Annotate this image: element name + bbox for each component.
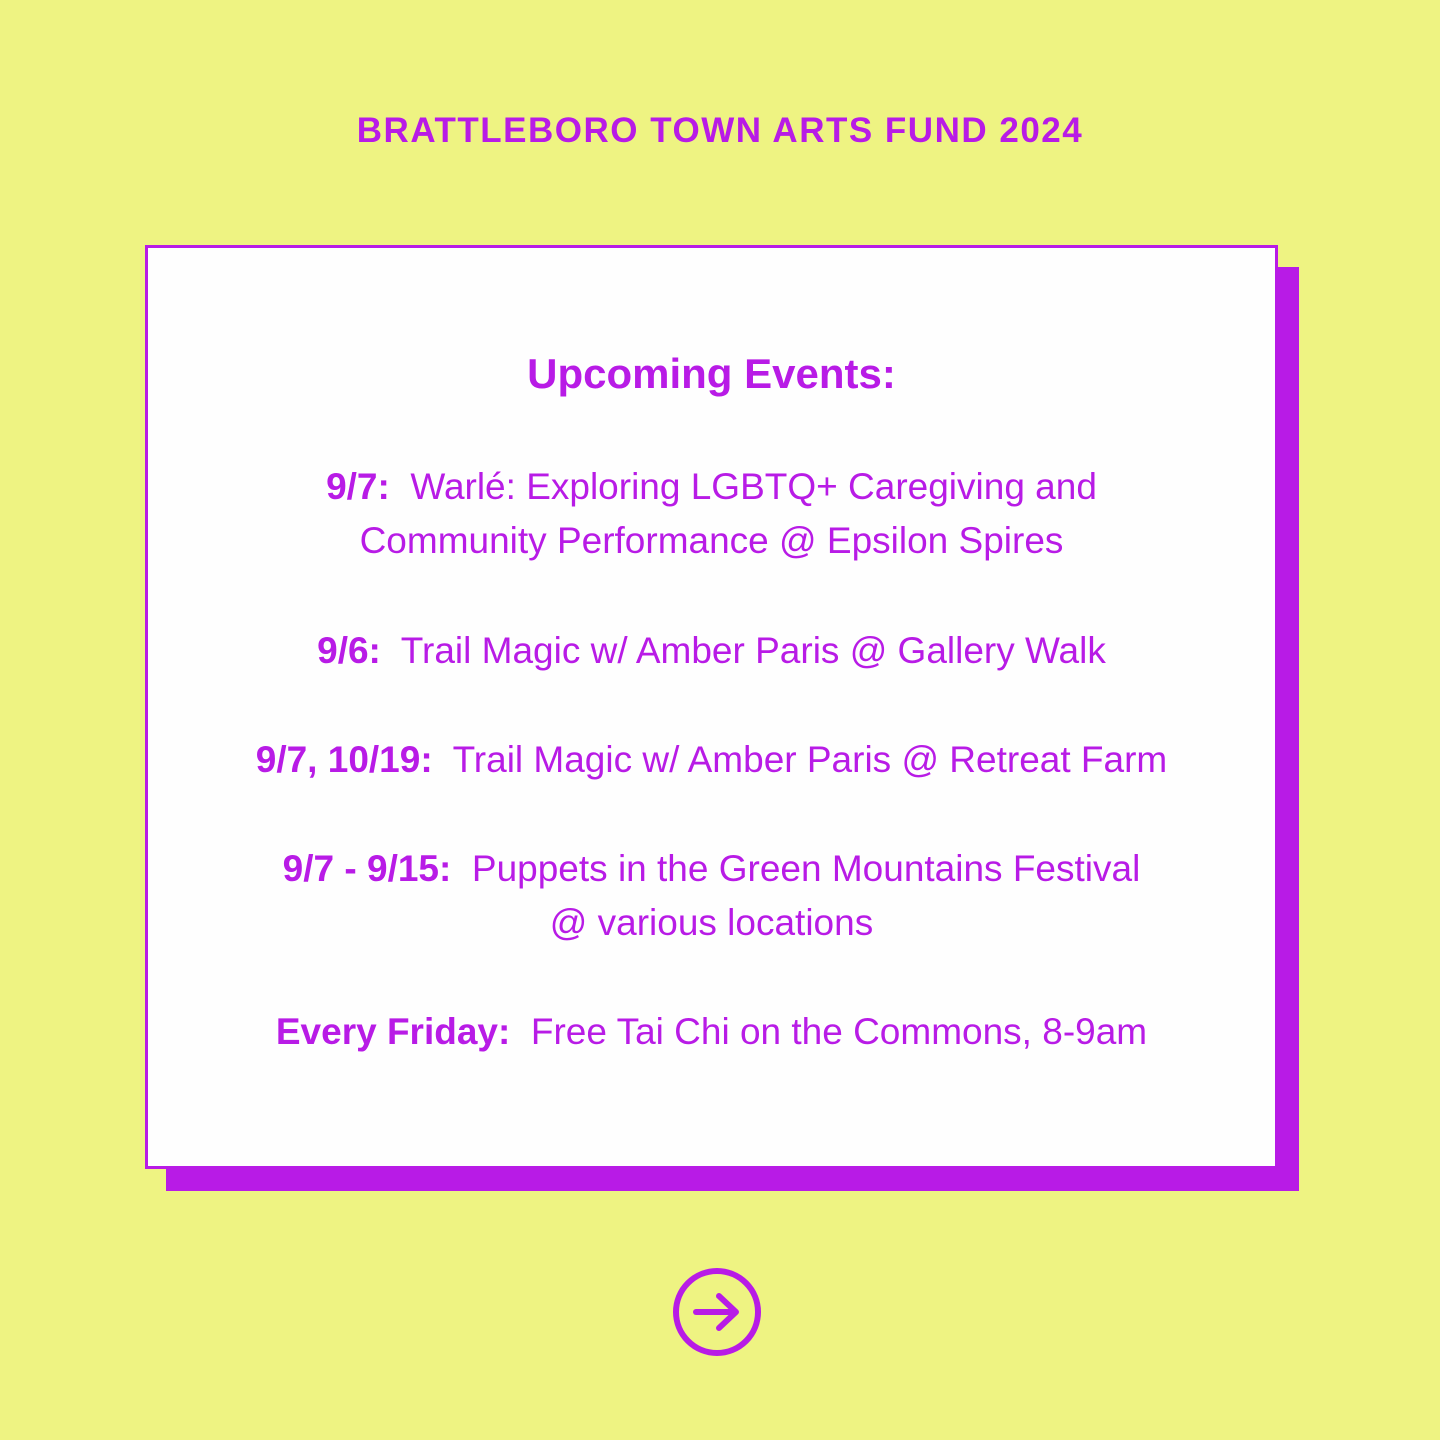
event-item (145, 1005, 1278, 1059)
event-description: Puppets in the Green Mountains Festival (471, 848, 1141, 889)
event-date: 9/6: (317, 630, 381, 671)
event-item (145, 733, 1278, 787)
event-description: Trail Magic w/ Amber Paris @ Retreat Farm (452, 739, 1168, 780)
event-description: Warlé: Exploring LGBTQ+ Caregiving and (410, 466, 1097, 507)
event-description: Trail Magic w/ Amber Paris @ Gallery Walk (400, 630, 1106, 671)
event-description-continued: @ various locations (549, 902, 874, 943)
event-item (145, 842, 1278, 950)
next-button[interactable] (671, 1266, 763, 1358)
event-item (145, 460, 1278, 568)
event-item (145, 624, 1278, 678)
page-title: BRATTLEBORO TOWN ARTS FUND 2024 (356, 111, 1084, 150)
event-date: 9/7, 10/19: (255, 739, 433, 780)
event-date: Every Friday: (275, 1011, 511, 1052)
event-description-continued: Community Performance @ Epsilon Spires (359, 520, 1064, 561)
events-heading: Upcoming Events: (527, 350, 896, 397)
event-date: 9/7 - 9/15: (282, 848, 452, 889)
event-date: 9/7: (326, 466, 390, 507)
arrow-right-circle-icon (671, 1266, 763, 1358)
event-description: Free Tai Chi on the Commons, 8-9am (530, 1011, 1148, 1052)
